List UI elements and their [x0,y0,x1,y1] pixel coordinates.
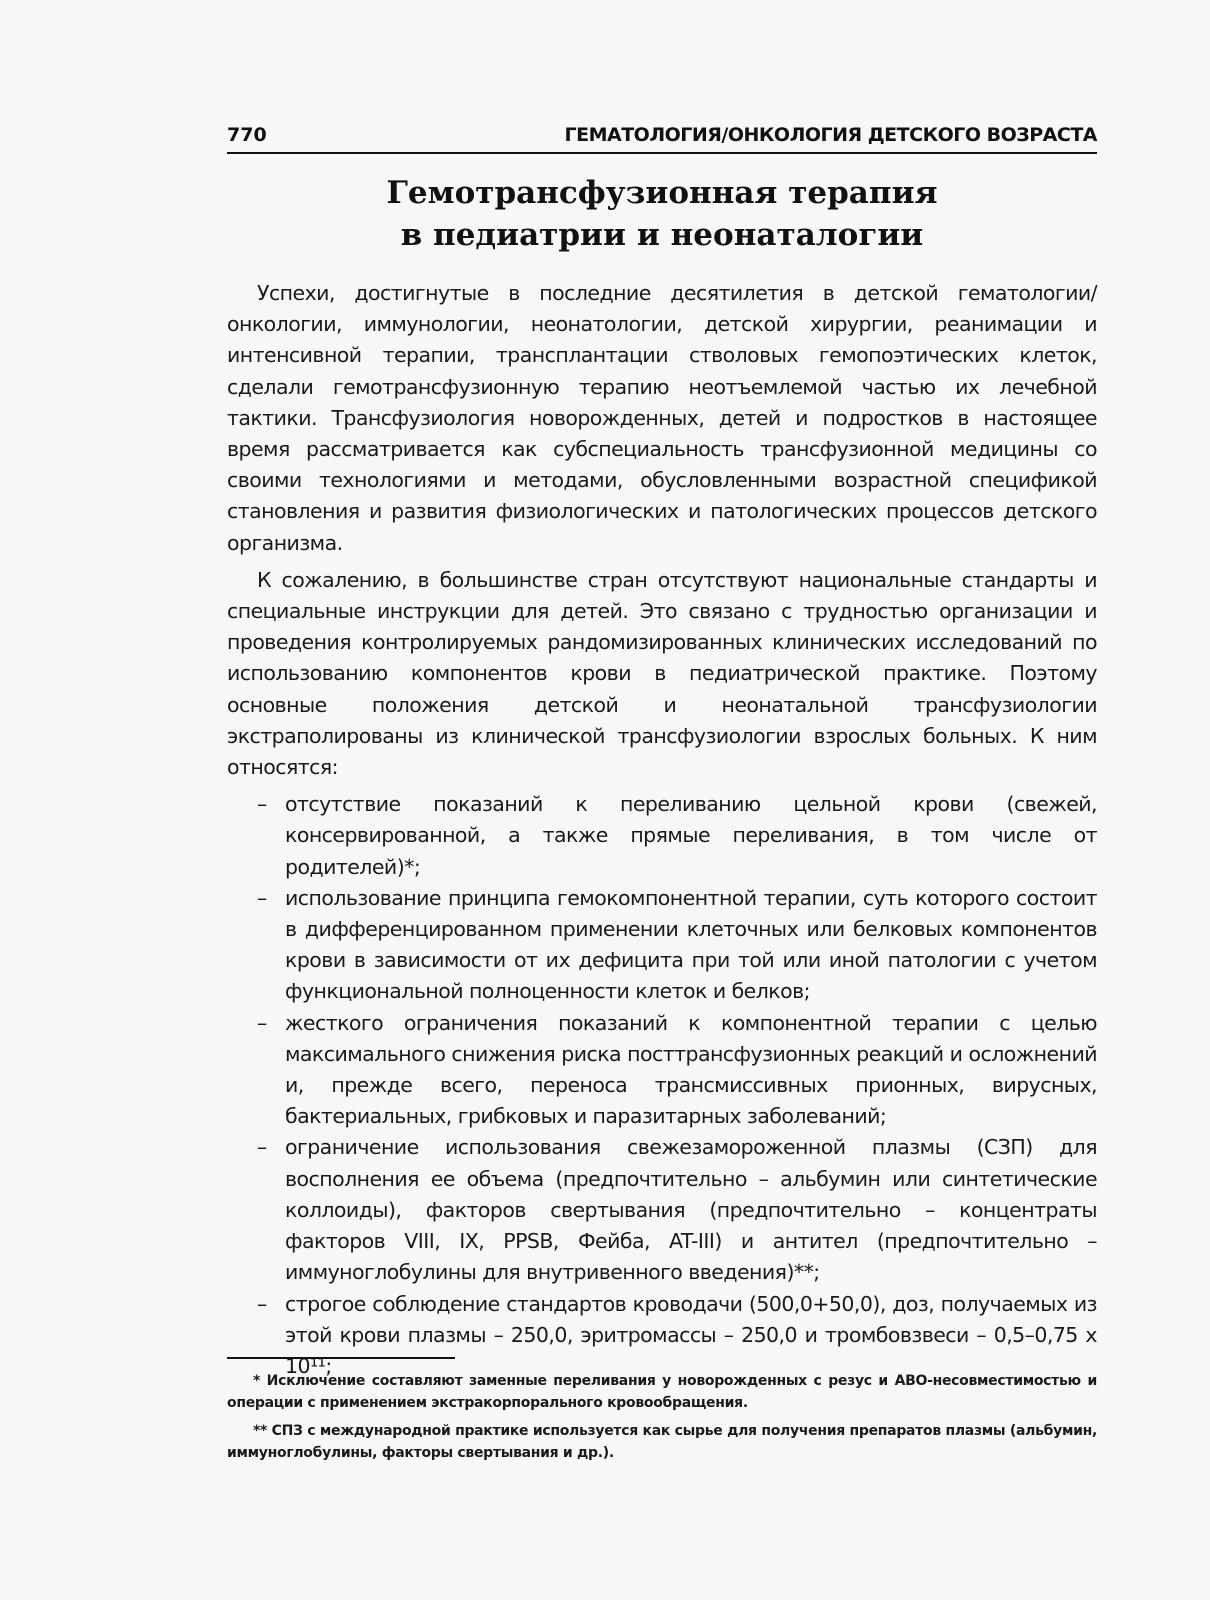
list-item [227,789,1097,883]
paragraph: К сожалению, в большинстве стран отсутствуют национальные стандарты и специальные инструкции для детей. Это связано с трудностью организации и проведения контролируемых рандомизированных клинических исследований по использованию компонентов крови в педиатрической практике. Поэтому основные положения детской и неонатальной трансфузиологии экстраполированы из клинической трансфузиологии взрослых больных. К ним относятся: [227,567,1097,780]
list-item [227,1132,1097,1288]
list-item-text: использование принципа гемокомпонентной терапии, суть которого состоит в дифференцированном применении клеточных или белковых компонентов крови в зависимости от их дефицита при той или иной патологии с учетом функциональной полноценности клеток и белков; [285,885,1097,1004]
list-item-text: ограничение использования свежезамороженной плазмы (СЗП) для восполнения ее объема (предпочтительно – альбумин или синтетические коллоиды), факторов свертывания (предпочтительно – концентраты факторов VIII, IX, PPSB, Фейба, AT-III) и антител (предпочтительно – иммуноглобулины для внутривенного введения)**; [285,1135,1097,1285]
chapter-title-line-1: Гемотрансфузионная терапия [386,175,938,211]
bullet-list [227,789,1097,1382]
page-number: 770 [227,124,267,146]
running-title: ГЕМАТОЛОГИЯ/ОНКОЛОГИЯ ДЕТСКОГО ВОЗРАСТА [564,124,1097,146]
dash-marker: – [257,792,267,817]
footnotes [227,1370,1097,1470]
footnote: * Исключение составляют заменные переливания у новорожденных с резус и АВО-несовместимостью и операции с применением экстракорпорального кровообращения. [227,1373,1097,1411]
list-item [227,1289,1097,1383]
dash-marker: – [257,1291,267,1316]
body-text [227,278,1097,1382]
footnote-divider [227,1357,455,1359]
dash-marker: – [257,885,267,910]
list-item-text: строгое соблюдение стандартов кроводачи (500,0+50,0), доз, получаемых из этой крови плазмы – 250,0, эритромассы – 250,0 и тромбовзвеси – 0,5–0,75 x 10¹¹; [285,1291,1097,1378]
list-item [227,883,1097,1008]
chapter-title-line-2: в педиатрии и неонаталогии [400,217,924,253]
paragraph: Успехи, достигнутые в последние десятилетия в детской гематологии/онкологии, иммунологии, неонатологии, детской хирургии, реанимации и интенсивной терапии, трансплантации стволовых гемопоэтических клеток, сделали гемотрансфузионную терапию неотъемлемой частью их лечебной тактики. Трансфузиология новорожденных, детей и подростков в настоящее время рассматривается как субспециальность трансфузионной медицины со своими технологиями и методами, обусловленными возрастной спецификой становления и развития физиологических и патологических процессов детского организма. [227,281,1097,555]
list-item-text: отсутствие показаний к переливанию цельной крови (свежей, консервированной, а также прямые переливания, в том числе от родителей)*; [285,792,1097,879]
page-header [227,118,1097,154]
list-item-text: жесткого ограничения показаний к компонентной терапии с целью максимального снижения риска посттрансфузионных реакций и осложнений и, прежде всего, переноса трансмиссивных прионных, вирусных, бактериальных, грибковых и паразитарных заболеваний; [285,1010,1097,1129]
dash-marker: – [257,1135,267,1160]
dash-marker: – [257,1010,267,1035]
footnote: ** СПЗ с международной практике используется как сырье для получения препаратов плазмы (альбумин, иммуноглобулины, факторы свертывания и др.). [227,1423,1097,1461]
chapter-title [227,172,1097,256]
list-item [227,1008,1097,1133]
